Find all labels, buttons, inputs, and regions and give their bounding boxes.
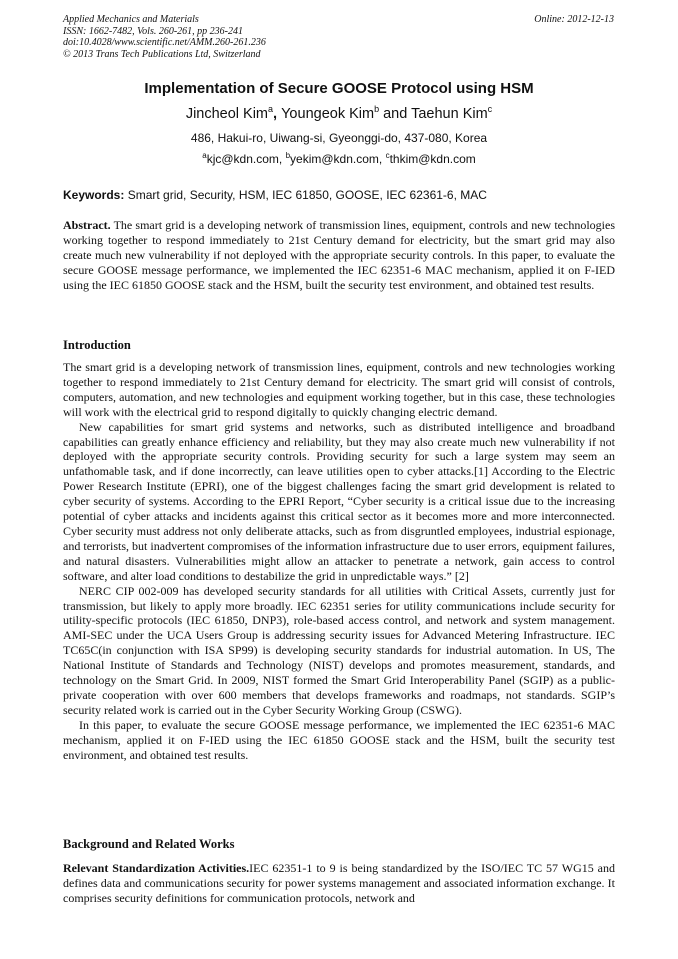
doi-line: doi:10.4028/www.scientific.net/AMM.260-261.236 bbox=[63, 37, 266, 48]
background-paragraph bbox=[63, 861, 615, 906]
author-separator: , bbox=[273, 105, 282, 122]
abstract-text: The smart grid is a developing network of transmission lines, equipment, controls and new technologies working together to respond immediately to 21st Century demand for electricity, but the smart grid may also create much new vulnerability if not deployed with the appropriate security controls. In this paper, to evaluate the secure GOOSE message performance, we implemented the IEC 62351-6 MAC mechanism, applied it on F-IED using the IEC 61850 GOOSE stack and the HSM, built the security test environment, and obtained test results. bbox=[63, 218, 615, 292]
background-body bbox=[63, 861, 615, 906]
background-heading: Background and Related Works bbox=[63, 837, 235, 851]
paper-title: Implementation of Secure GOOSE Protocol using HSM bbox=[144, 80, 534, 97]
copyright-line: © 2013 Trans Tech Publications Ltd, Switzerland bbox=[63, 48, 261, 60]
email-list bbox=[0, 151, 678, 166]
email-superscript: c bbox=[385, 151, 390, 160]
author-list bbox=[0, 104, 678, 122]
abstract-block bbox=[63, 218, 615, 293]
author-superscript: c bbox=[487, 104, 493, 114]
journal-name: Applied Mechanics and Materials bbox=[63, 14, 199, 25]
keywords-label: Keywords: bbox=[63, 188, 125, 202]
journal-header bbox=[63, 14, 266, 60]
keywords-line bbox=[63, 188, 615, 202]
author-separator: and bbox=[379, 105, 412, 122]
abstract-label: Abstract. bbox=[63, 218, 111, 232]
email: yekim@kdn.com, bbox=[290, 152, 386, 166]
email: kjc@kdn.com, bbox=[206, 152, 286, 166]
intro-paragraph-1: The smart grid is a developing network of transmission lines, equipment, controls and new technologies working together to respond immediately to 21st Century demand for electricity. The smart grid will consist of controls, computers, automation, and new technologies and equipment working together, but in this case, these technologies will work with the electrical grid to respond digitally to quickly changing electric demand. bbox=[63, 360, 615, 419]
background-text: IEC 62351-1 to 9 is being standardized by the ISO/IEC TC 57 WG15 and defines data and communications security for power systems management and associated information exchange. It comprises security definitions for communication protocols, network and bbox=[63, 861, 615, 905]
intro-paragraph-2: New capabilities for smart grid systems and networks, such as distributed intelligence and broadband capabilities can greatly enhance efficiency and reliability, but they may also create much new vulnerability if not deployed with the appropriate security controls. Providing security for such a large system may seem an unfathomable task, and if done incorrectly, can leave utilities open to cyber attacks.[1] According to the Electric Power Research Institute (EPRI), one of the biggest challenges facing the smart grid development is related to cyber security of systems. According to the EPRI Report, “Cyber security is a critical issue due to the increasing potential of cyber attacks and incidents against this critical sector as it becomes more and more interconnected. Cyber security must address not only deliberate attacks, such as from disgruntled employees, industrial espionage, and terrorists, but inadvertent compromises of the information infrastructure due to user errors, equipment failures, and natural disasters. Vulnerabilities might allow an attacker to penetrate a network, gain access to control software, and alter load conditions to destabilize the grid in unpredictable ways.” [2] bbox=[63, 419, 615, 583]
email: thkim@kdn.com bbox=[389, 152, 476, 166]
author-superscript: a bbox=[268, 104, 274, 114]
intro-paragraph-3: NERC CIP 002-009 has developed security standards for all utilities with Critical Assets, currently just for transmission, but likely to apply more broadly. IEC 62351 series for utility communications include security for utility-specific protocols (IEC 61850, DNP3), role-based access control, and network and system management. AMI-SEC under the UCA Users Group is addressing security issues for Advanced Metering Infrastructure. IEC TC65C(in conjunction with ISA SP99) is developing security standards for industrial automation. In US, The National Institute of Standards and Technology (NIST) develops and promotes measurement, standards, and technology on the Smart Grid. In 2009, NIST formed the Smart Grid Interoperability Panel (SGIP) as a public-private cooperation with over 600 members that develops frameworks and roadmaps, not standards. SGIP’s security related work is carried out in the Cyber Security Working Group (CSWG). bbox=[63, 583, 615, 717]
email-superscript: a bbox=[202, 151, 207, 160]
email-superscript: b bbox=[285, 151, 291, 160]
online-date: Online: 2012-12-13 bbox=[534, 14, 614, 25]
keywords-text: Smart grid, Security, HSM, IEC 61850, GOOSE, IEC 62361-6, MAC bbox=[124, 188, 487, 202]
author-name: Jincheol Kim bbox=[185, 105, 269, 122]
affiliation: 486, Hakui-ro, Uiwang-si, Gyeonggi-do, 437-080, Korea bbox=[190, 131, 488, 145]
intro-paragraph-4: In this paper, to evaluate the secure GOOSE message performance, we implemented the IEC 62351-6 MAC mechanism, applied it on F-IED using the IEC 61850 GOOSE stack and the HSM, built the security test environment, and obtained test results. bbox=[63, 717, 615, 762]
standardization-label: Relevant Standardization Activities. bbox=[63, 861, 250, 875]
author-name: Taehun Kim bbox=[411, 105, 488, 122]
author-name: Youngeok Kim bbox=[281, 105, 375, 122]
author-superscript: b bbox=[374, 104, 380, 114]
abstract-paragraph bbox=[63, 218, 615, 293]
issn-line: ISSN: 1662-7482, Vols. 260-261, pp 236-241 bbox=[63, 25, 243, 37]
introduction-heading: Introduction bbox=[63, 338, 131, 352]
introduction-body bbox=[63, 360, 615, 762]
